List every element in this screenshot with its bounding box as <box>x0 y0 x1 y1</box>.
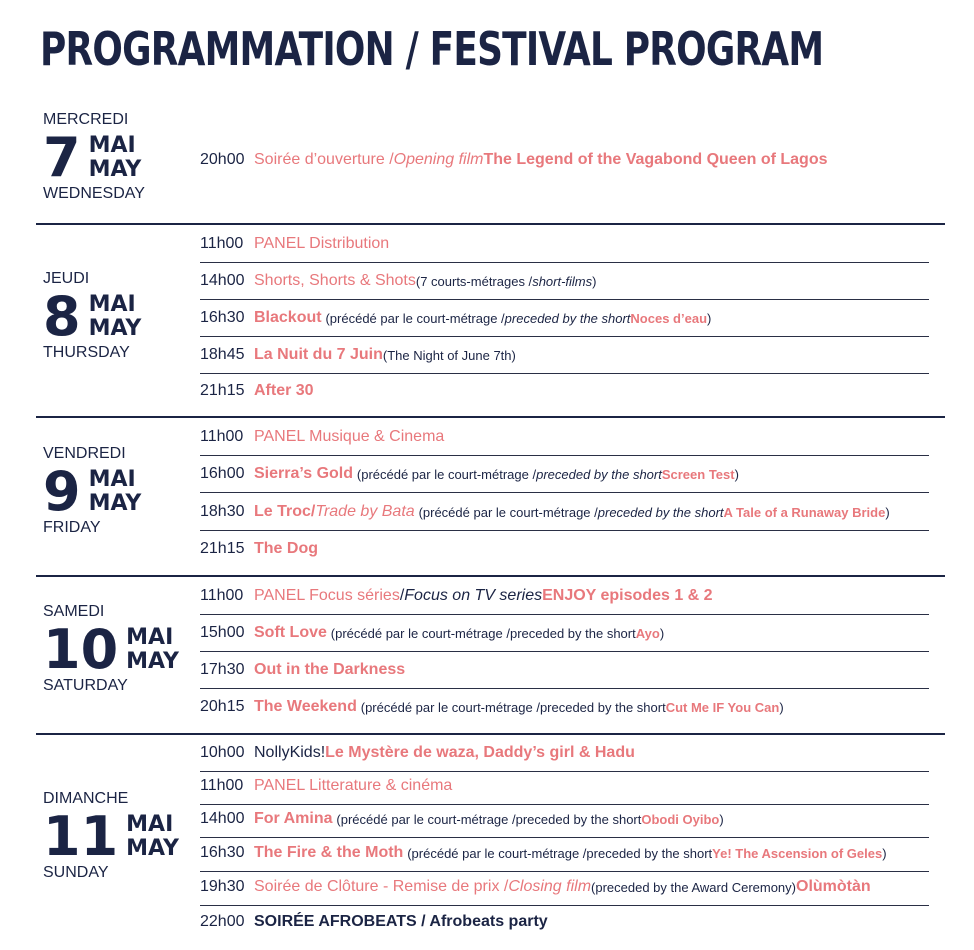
close-paren: ) <box>734 466 739 482</box>
schedule-row <box>200 801 929 838</box>
event-title: Soirée d’ouverture / <box>254 151 394 168</box>
event-note-italic: short-films <box>532 273 593 289</box>
day-separator <box>36 575 945 577</box>
film-title: The Fire & the Moth <box>254 844 404 861</box>
short-film-title: Ayo <box>635 625 660 641</box>
preceded-en: preceded by the short <box>504 310 631 326</box>
day-of-week-en: SUNDAY <box>43 864 109 881</box>
day-block-wednesday <box>43 111 145 203</box>
event-title: SOIRÉE AFROBEATS / Afrobeats party <box>254 913 548 930</box>
day-of-week-fr: DIMANCHE <box>43 790 129 807</box>
month-en: MAY <box>88 316 142 341</box>
film-title: The Legend of the Vagabond Queen of Lagos <box>483 151 828 168</box>
day-separator <box>36 223 945 225</box>
day-of-week-en: THURSDAY <box>43 344 130 361</box>
film-title: La Nuit du 7 Juin <box>254 346 383 363</box>
event-title: PANEL Distribution <box>254 235 390 252</box>
schedule-row <box>200 904 929 940</box>
preceded-fr: (précédé par le court-métrage / <box>418 504 598 520</box>
schedule-row <box>200 768 929 805</box>
schedule-row <box>200 531 929 567</box>
preceded-fr: (précédé par le court-métrage / <box>336 811 516 827</box>
month-fr: MAI <box>88 292 136 317</box>
month-fr: MAI <box>126 812 174 837</box>
schedule-row <box>200 615 929 652</box>
event-time: 20h15 <box>200 698 245 715</box>
preceded-fr: (précédé par le court-métrage / <box>330 625 510 641</box>
day-of-week-fr: MERCREDI <box>43 111 129 128</box>
day-number: 11 <box>43 805 119 868</box>
day-of-week-en: FRIDAY <box>43 519 101 536</box>
month-en: MAY <box>88 491 142 516</box>
schedule-row <box>200 494 929 531</box>
day-number: 9 <box>43 460 81 523</box>
schedule-row <box>200 689 929 725</box>
event-time: 21h15 <box>200 540 245 557</box>
event-time: 18h45 <box>200 346 245 363</box>
close-paren: ) <box>659 625 665 641</box>
schedule-row <box>200 263 929 300</box>
month-fr: MAI <box>88 467 136 492</box>
film-title: The Weekend <box>254 698 357 715</box>
event-time: 14h00 <box>200 810 245 827</box>
short-film-title: Noces d’eau <box>630 310 708 326</box>
day-of-week-fr: VENDREDI <box>43 445 126 462</box>
short-film-title: Obodi Oyibo <box>641 811 720 827</box>
event-title: PANEL Focus séries <box>254 587 400 604</box>
film-title: ENJOY episodes 1 & 2 <box>542 587 713 604</box>
schedule-row <box>200 735 929 772</box>
event-time: 15h00 <box>200 624 245 641</box>
film-title: After 30 <box>254 382 314 399</box>
event-note-close: ) <box>592 273 597 289</box>
preceded-fr: (précédé par le court-métrage / <box>360 699 540 715</box>
schedule-row <box>200 337 929 374</box>
event-time: 16h30 <box>200 844 245 861</box>
close-paren: ) <box>885 504 890 520</box>
short-film-title: Cut Me IF You Can <box>665 699 780 715</box>
schedule-row <box>200 300 929 337</box>
film-title: The Dog <box>254 540 318 557</box>
preceded-en: preceded by the short <box>586 845 713 861</box>
short-film-title: Screen Test <box>661 466 735 482</box>
short-film-title: A Tale of a Runaway Bride <box>723 504 886 520</box>
film-title: Olùmòtàn <box>796 878 871 895</box>
preceded-en: preceded by the short <box>539 699 666 715</box>
event-title: PANEL Musique & Cinema <box>254 428 445 445</box>
preceded-en: preceded by the short <box>509 625 636 641</box>
event-time: 19h30 <box>200 878 245 895</box>
day-of-week-en: WEDNESDAY <box>43 185 145 202</box>
schedule-row <box>200 456 929 493</box>
event-subtitle: Closing film <box>508 878 592 895</box>
event-subtitle: Opening film <box>393 151 484 168</box>
film-title: For Amina <box>254 810 333 827</box>
event-title: NollyKids! <box>254 744 326 761</box>
preceded-fr: (précédé par le court-métrage / <box>407 845 587 861</box>
close-paren: ) <box>707 310 712 326</box>
film-title-en: Trade by Bata <box>315 503 415 520</box>
day-of-week-fr: JEUDI <box>43 270 90 287</box>
event-time: 16h00 <box>200 465 245 482</box>
preceded-en: preceded by the short <box>515 811 642 827</box>
slash: / <box>399 587 405 604</box>
event-time: 16h30 <box>200 309 245 326</box>
film-title: Le Troc/ <box>254 503 316 520</box>
preceded-en: preceded by the short <box>597 504 724 520</box>
day-separator <box>36 416 945 418</box>
event-time: 11h00 <box>200 235 244 252</box>
event-time: 11h00 <box>200 587 244 604</box>
short-film-title: Ye! The Ascension of Geles <box>712 845 883 861</box>
film-title: Sierra’s Gold <box>254 465 353 482</box>
event-time: 18h30 <box>200 503 245 520</box>
event-time: 10h00 <box>200 744 245 761</box>
film-title: Out in the Darkness <box>254 661 406 678</box>
day-block-thursday <box>43 270 141 362</box>
schedule-row <box>200 142 929 178</box>
schedule-row <box>200 226 929 263</box>
month-en: MAY <box>126 836 179 861</box>
film-title: Le Mystère de waza, Daddy’s girl & Hadu <box>325 744 635 761</box>
day-block-saturday <box>43 603 179 695</box>
schedule-row <box>200 419 929 456</box>
event-title: Soirée de Clôture - Remise de prix / <box>254 878 509 895</box>
event-note: (7 courts-métrages / <box>415 273 533 289</box>
film-title: Soft Love <box>254 624 327 641</box>
month-en: MAY <box>88 157 142 182</box>
close-paren: ) <box>882 845 887 861</box>
month-fr: MAI <box>126 625 174 650</box>
film-title: Blackout <box>254 309 322 326</box>
event-time: 22h00 <box>200 913 245 930</box>
event-title: Shorts, Shorts & Shots <box>254 272 416 289</box>
close-paren: ) <box>719 811 724 827</box>
month-en: MAY <box>126 649 179 674</box>
event-time: 20h00 <box>200 151 245 168</box>
day-number: 8 <box>43 285 81 348</box>
event-time: 11h00 <box>200 777 244 794</box>
event-note: (preceded by the Award Ceremony) <box>591 879 796 895</box>
day-number: 7 <box>43 126 81 189</box>
event-subtitle: Focus on TV series <box>404 587 543 604</box>
day-of-week-en: SATURDAY <box>43 677 128 694</box>
day-number: 10 <box>43 618 119 681</box>
page-title: PROGRAMMATION / FESTIVAL PROGRAM <box>40 22 824 76</box>
preceded-fr: (précédé par le court-métrage / <box>356 466 537 482</box>
month-fr: MAI <box>88 133 136 158</box>
day-block-friday <box>43 445 141 537</box>
schedule-row <box>200 835 929 872</box>
schedule-row <box>200 373 929 409</box>
event-time: 11h00 <box>200 428 244 445</box>
schedule-row <box>200 869 929 906</box>
event-title: PANEL Litterature & cinéma <box>254 777 453 794</box>
event-time: 21h15 <box>200 382 245 399</box>
preceded-en: preceded by the short <box>536 466 662 482</box>
event-time: 17h30 <box>200 661 245 678</box>
schedule-row <box>200 652 929 689</box>
day-of-week-fr: SAMEDI <box>43 603 105 620</box>
schedule-row <box>200 578 929 615</box>
close-paren: ) <box>779 699 784 715</box>
event-note: (The Night of June 7th) <box>382 347 516 363</box>
event-time: 14h00 <box>200 272 245 289</box>
preceded-fr: (précédé par le court-métrage / <box>325 310 505 326</box>
day-block-sunday <box>43 790 179 882</box>
